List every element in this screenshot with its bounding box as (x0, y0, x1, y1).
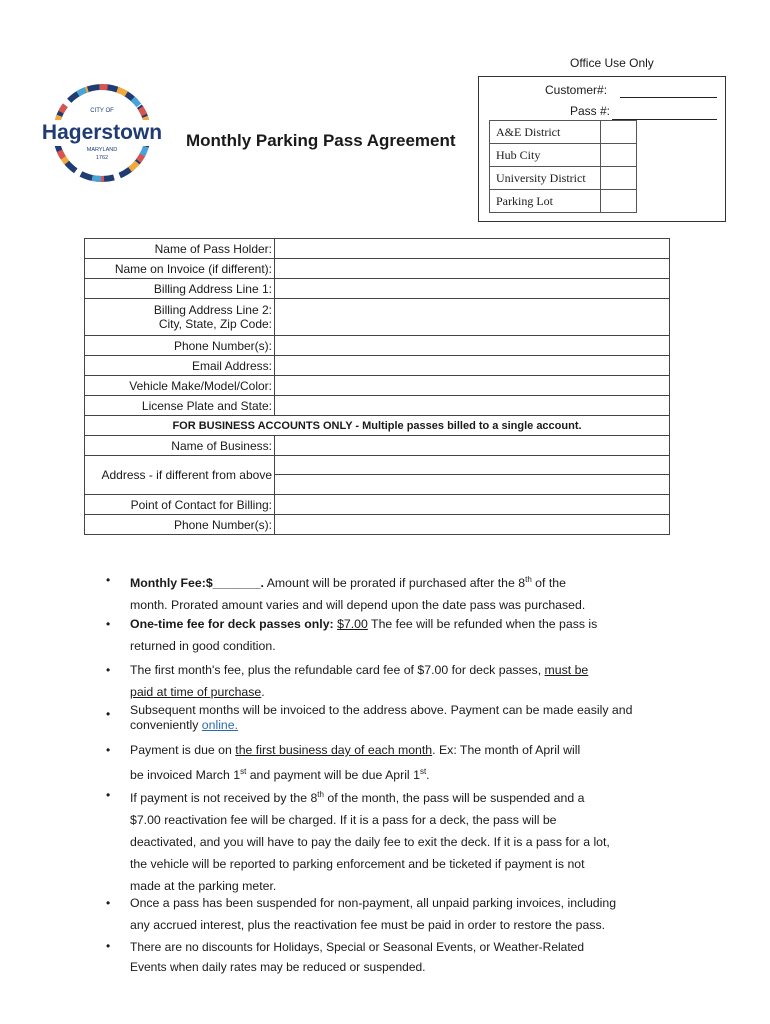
form-row (85, 376, 670, 396)
bullet-dot: • (106, 573, 111, 587)
field-input-vehicle[interactable] (275, 376, 670, 396)
logo-year: 1762 (95, 155, 109, 161)
logo-name: Hagerstown (41, 121, 163, 144)
field-input-business-address-1[interactable] (275, 456, 670, 475)
field-label: Name on Invoice (if different): (85, 259, 275, 279)
form-row (85, 436, 670, 456)
pass-holder-form (84, 238, 670, 535)
bullet-dot: • (106, 939, 111, 953)
field-input-business-address-2[interactable] (275, 474, 670, 494)
form-row (85, 456, 670, 475)
bullet-dot: • (106, 788, 111, 802)
field-input-license[interactable] (275, 396, 670, 416)
form-row (85, 239, 670, 259)
bullet-text: One-time fee for deck passes only: $7.00 The fee will be refunded when the pass is returned in good condition. (130, 617, 598, 653)
form-row (85, 495, 670, 515)
office-use-heading: Office Use Only (570, 56, 654, 70)
online-link[interactable]: online. (201, 718, 239, 732)
customer-number-label: Customer#: (545, 83, 608, 97)
form-row (85, 515, 670, 535)
field-input-email[interactable] (275, 356, 670, 376)
district-row (490, 144, 637, 167)
form-row (85, 396, 670, 416)
field-label: Email Address: (85, 356, 275, 376)
form-row (85, 356, 670, 376)
bullet-text: Monthly Fee:$_______. Amount will be prorated if purchased after the 8th of the month. Prorated amount varies and will depend upon the date pass was purchased. (130, 575, 586, 613)
district-table (489, 120, 637, 213)
form-row (85, 336, 670, 356)
field-label: Address - if different from above (85, 456, 275, 495)
bullet-dot: • (106, 896, 111, 910)
field-input-billing-contact[interactable] (275, 495, 670, 515)
field-label: Vehicle Make/Model/Color: (85, 376, 275, 396)
customer-number-field[interactable] (620, 97, 717, 98)
field-input-business-phone[interactable] (275, 515, 670, 535)
field-input-address-1[interactable] (275, 279, 670, 299)
field-label: Name of Pass Holder: (85, 239, 275, 259)
bullet-dot: • (106, 707, 111, 721)
pass-number-label: Pass #: (570, 104, 611, 118)
bullet-dot: • (106, 617, 111, 631)
bullet-dot: • (106, 663, 111, 677)
district-row (490, 121, 637, 144)
form-row (85, 259, 670, 279)
district-row (490, 167, 637, 190)
field-label: License Plate and State: (85, 396, 275, 416)
bullet-text: The first month's fee, plus the refundable card fee of $7.00 for deck passes, must be paid at time of purchase. (130, 663, 589, 699)
field-label: Name of Business: (85, 436, 275, 456)
form-row (85, 279, 670, 299)
field-input-invoice-name[interactable] (275, 259, 670, 279)
logo-city-of: CITY OF (90, 108, 114, 114)
bullet-text: Subsequent months will be invoiced to the address above. Payment can be made easily and conveniently online. (130, 703, 633, 732)
bullet-text: Once a pass has been suspended for non-payment, all unpaid parking invoices, including any accrued interest, plus the reactivation fee must be paid in order to restore the pass. (130, 896, 617, 932)
district-value-cell[interactable] (601, 167, 637, 190)
field-label: Phone Number(s): (85, 336, 275, 356)
district-value-cell[interactable] (601, 121, 637, 144)
field-input-name[interactable] (275, 239, 670, 259)
logo-state: MARYLAND (86, 147, 118, 153)
bullet-dot: • (106, 743, 111, 757)
district-label: Hub City (490, 144, 601, 167)
field-input-business-name[interactable] (275, 436, 670, 456)
form-row (85, 299, 670, 336)
field-label: Billing Address Line 2: City, State, Zip Code: (85, 299, 275, 336)
district-value-cell[interactable] (601, 190, 637, 213)
city-logo-icon (32, 78, 172, 188)
field-label: Billing Address Line 1: (85, 279, 275, 299)
field-input-phone[interactable] (275, 336, 670, 356)
district-label: University District (490, 167, 601, 190)
field-label: Phone Number(s): (85, 515, 275, 535)
district-label: A&E District (490, 121, 601, 144)
business-header-row (85, 416, 670, 436)
business-accounts-heading: FOR BUSINESS ACCOUNTS ONLY - Multiple passes billed to a single account. (85, 416, 670, 436)
field-input-address-2[interactable] (275, 299, 670, 336)
bullet-text: If payment is not received by the 8th of the month, the pass will be suspended and a $7.00 reactivation fee will be charged. If it is a pass for a deck, the pass will be deactivated, and you will have to pay the daily fee to exit the deck. If it is a pass for a lot, the vehicle will be reported to parking enforcement and be ticketed if payment is not made at the parking meter. (130, 790, 610, 894)
district-value-cell[interactable] (601, 144, 637, 167)
district-label: Parking Lot (490, 190, 601, 213)
bullet-text: Payment is due on the first business day of each month. Ex: The month of April will be invoiced March 1st and payment will be due April 1st. (130, 743, 581, 783)
bullet-text: There are no discounts for Holidays, Special or Seasonal Events, or Weather-Related Events when daily rates may be reduced or suspended. (130, 940, 585, 974)
district-row (490, 190, 637, 213)
page-title: Monthly Parking Pass Agreement (186, 131, 456, 150)
field-label: Point of Contact for Billing: (85, 495, 275, 515)
